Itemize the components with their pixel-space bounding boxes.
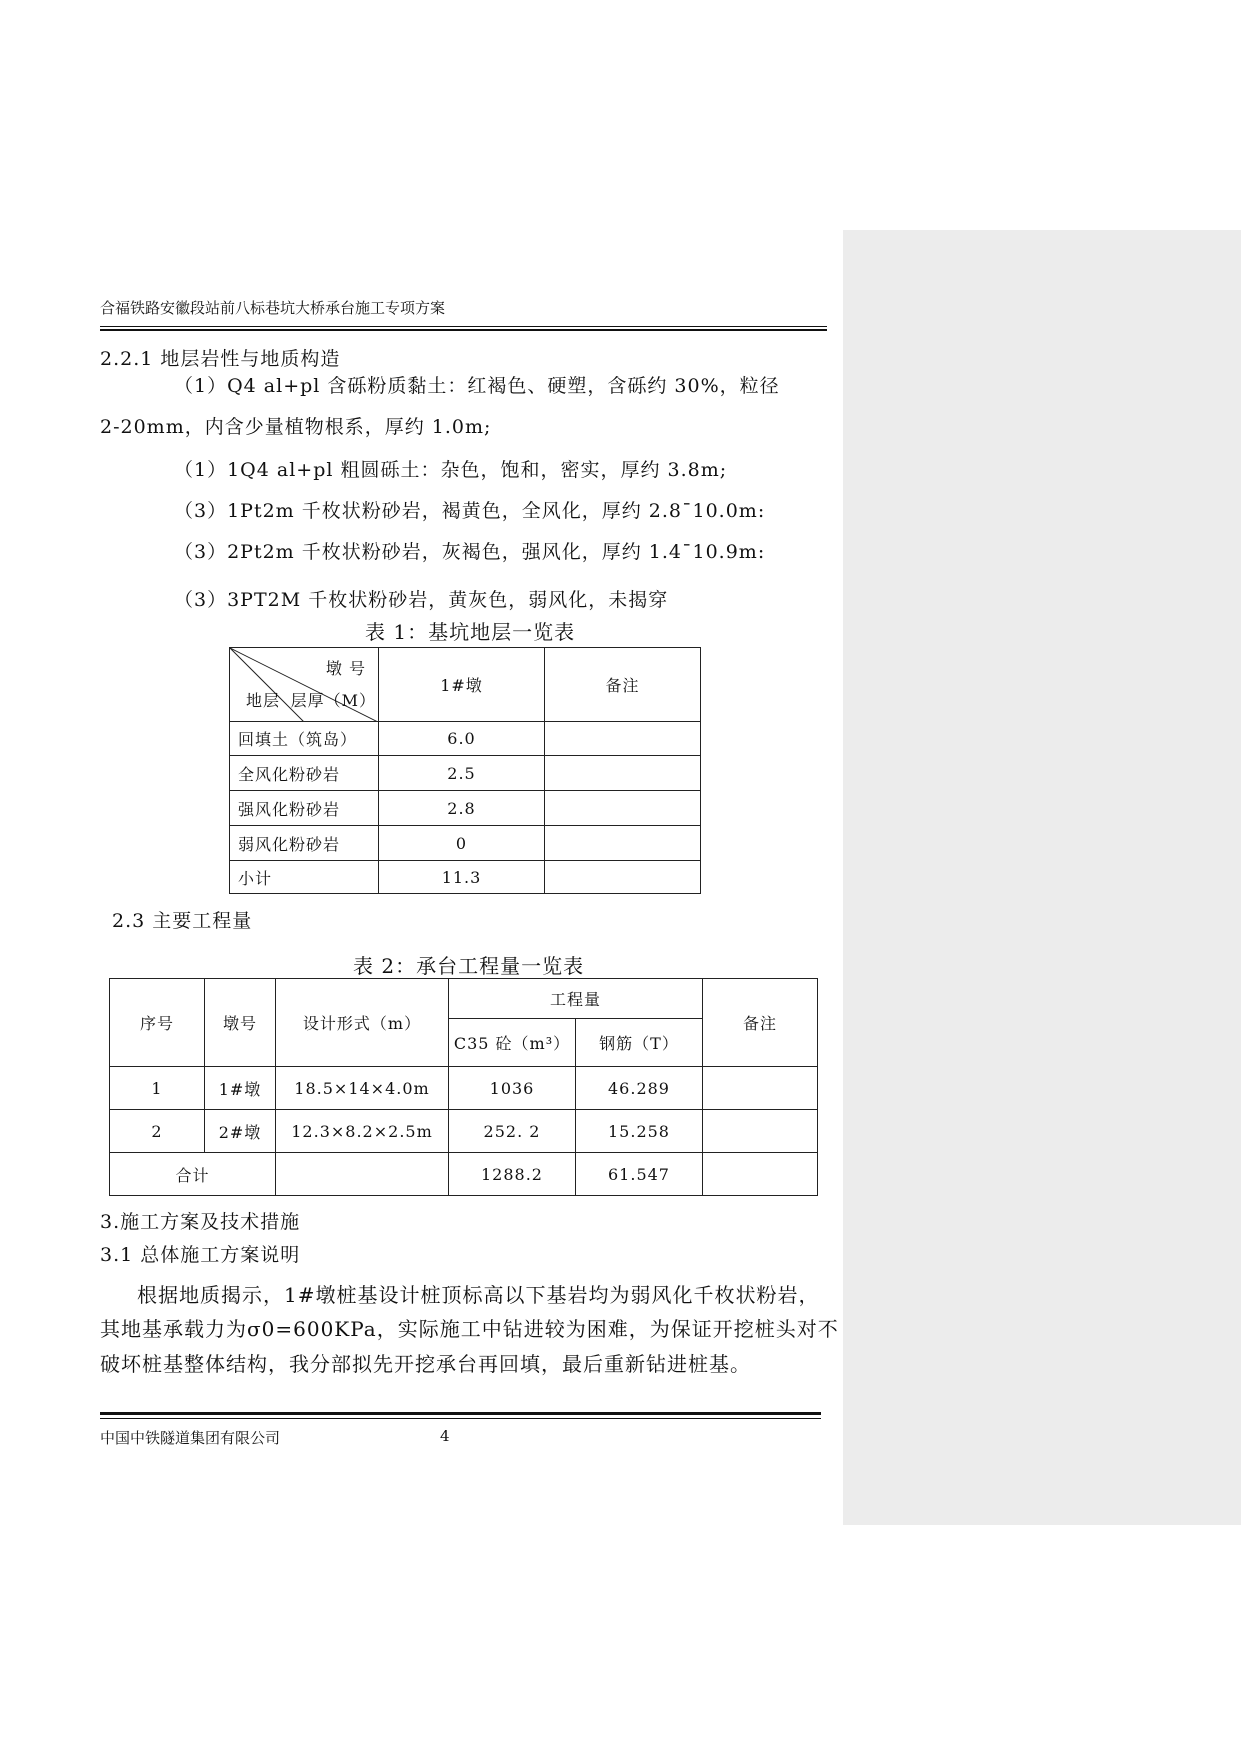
footer-rule-thin [100, 1418, 821, 1419]
footer-rule-thick [100, 1412, 821, 1415]
row-c35: 252. 2 [449, 1110, 576, 1153]
row-no: 1 [110, 1067, 205, 1110]
table-row [110, 1067, 818, 1110]
stratum-thickness: 6.0 [379, 722, 545, 756]
paragraph-line-3: 破坏桩基整体结构，我分部拟先开挖承台再回填，最后重新钻进桩基。 [100, 1352, 751, 1376]
table1-header-pier1: 1#墩 [379, 648, 545, 722]
section-3-heading: 3.施工方案及技术措施 [100, 1211, 301, 1233]
comment-margin-panel [843, 230, 1241, 1525]
section-31-heading: 3.1 总体施工方案说明 [100, 1244, 301, 1266]
strata-item-5: （3）3PT2M 千枚状粉砂岩，黄灰色，弱风化，未揭穿 [174, 589, 669, 611]
stratum-note [545, 722, 701, 756]
stratum-note [545, 791, 701, 826]
table2-header-c35: C35 砼（m³） [449, 1019, 576, 1067]
strata-item-2: （1）1Q4 al+pl 粗圆砾土：杂色，饱和，密实，厚约 3.8m; [174, 459, 728, 481]
table2-caption: 表 2：承台工程量一览表 [353, 954, 585, 978]
strata-item-1-line-2: 2-20mm，内含少量植物根系，厚约 1.0m; [100, 416, 492, 438]
row-design: 18.5×14×4.0m [276, 1067, 449, 1110]
total-design [276, 1153, 449, 1196]
row-note [703, 1110, 818, 1153]
header-rule-thin [100, 326, 827, 327]
row-no: 2 [110, 1110, 205, 1153]
table2-header-quantity: 工程量 [449, 979, 703, 1019]
stratum-thickness: 2.5 [379, 756, 545, 791]
stratum-thickness: 11.3 [379, 861, 545, 894]
stratum-name: 小计 [230, 861, 379, 894]
table1-diagonal-header [230, 648, 379, 722]
section-221-heading: 2.2.1 地层岩性与地质构造 [100, 348, 341, 370]
row-steel: 15.258 [576, 1110, 703, 1153]
table2-header-note: 备注 [703, 979, 818, 1067]
stratum-thickness: 2.8 [379, 791, 545, 826]
stratum-name: 弱风化粉砂岩 [230, 826, 379, 861]
row-c35: 1036 [449, 1067, 576, 1110]
strata-item-4: （3）2Pt2m 千枚状粉砂岩，灰褐色，强风化，厚约 1.4¯10.9m: [174, 541, 766, 563]
row-pier: 1#墩 [205, 1067, 276, 1110]
table1-caption: 表 1：基坑地层一览表 [365, 620, 576, 644]
stratum-note [545, 756, 701, 791]
total-c35: 1288.2 [449, 1153, 576, 1196]
table2-header-no: 序号 [110, 979, 205, 1067]
paragraph-line-1: 根据地质揭示，1#墩桩基设计桩顶标高以下基岩均为弱风化千枚状粉岩， [137, 1283, 820, 1307]
stratum-note [545, 826, 701, 861]
row-pier: 2#墩 [205, 1110, 276, 1153]
paragraph-line-2: 其地基承载力为σ0=600KPa，实际施工中钻进较为困难，为保证开挖桩头对不 [100, 1317, 839, 1341]
total-steel: 61.547 [576, 1153, 703, 1196]
stratum-name: 回填土（筑岛） [230, 722, 379, 756]
total-label: 合计 [110, 1153, 276, 1196]
table-row [230, 756, 701, 791]
row-design: 12.3×8.2×2.5m [276, 1110, 449, 1153]
table2-header-design: 设计形式（m） [276, 979, 449, 1067]
stratum-name: 强风化粉砂岩 [230, 791, 379, 826]
page-number: 4 [440, 1427, 450, 1445]
table-row [230, 861, 701, 894]
footer-company: 中国中铁隧道集团有限公司 [100, 1429, 281, 1447]
table2-header-pier: 墩号 [205, 979, 276, 1067]
stratum-note [545, 861, 701, 894]
table-row [110, 1110, 818, 1153]
strata-item-1-line-1: （1）Q4 al+pl 含砾粉质黏土：红褐色、硬塑，含砾约 30%，粒径 [174, 375, 780, 397]
strata-item-3: （3）1Pt2m 千枚状粉砂岩，褐黄色，全风化，厚约 2.8¯10.0m: [174, 500, 766, 522]
table1-header-pier: 墩 号 [325, 659, 366, 678]
stratum-thickness: 0 [379, 826, 545, 861]
table1-header-thickness: 层厚（M） [290, 691, 376, 710]
table-row [230, 791, 701, 826]
quantity-table [109, 978, 818, 1196]
table-row [230, 826, 701, 861]
table-total-row [110, 1153, 818, 1196]
section-23-heading: 2.3 主要工程量 [112, 910, 253, 932]
table1-header-stratum: 地层 [246, 691, 281, 710]
stratum-name: 全风化粉砂岩 [230, 756, 379, 791]
table2-header-steel: 钢筋（T） [576, 1019, 703, 1067]
strata-table [229, 647, 701, 894]
running-header-title: 合福铁路安徽段站前八标巷坑大桥承台施工专项方案 [100, 299, 446, 317]
table-row [230, 722, 701, 756]
header-rule-thick [100, 329, 827, 331]
row-note [703, 1067, 818, 1110]
table1-header-note: 备注 [545, 648, 701, 722]
total-note [703, 1153, 818, 1196]
row-steel: 46.289 [576, 1067, 703, 1110]
